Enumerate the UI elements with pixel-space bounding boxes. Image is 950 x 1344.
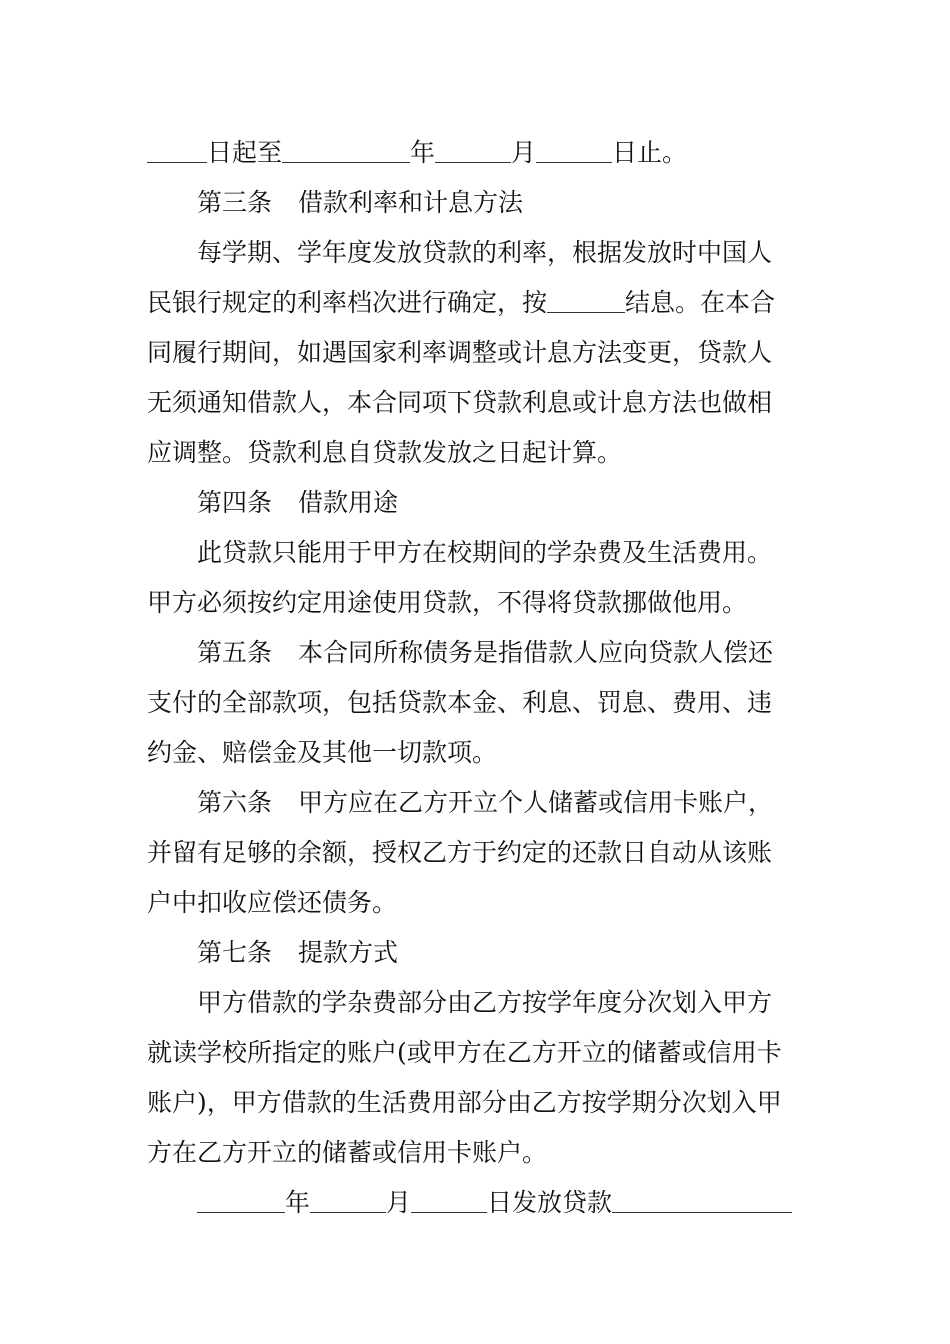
line-text: 民银行规定的利率档次进行确定，按 — [147, 288, 548, 317]
line-text: 方在乙方开立的储蓄或信用卡账户。 — [147, 1138, 548, 1167]
line-text: 年 — [285, 1188, 311, 1217]
line-text: 日起至 — [207, 138, 283, 167]
text-line — [147, 1028, 812, 1078]
text-line — [147, 1078, 812, 1128]
text-line — [147, 378, 812, 428]
fill-in-blank — [547, 284, 625, 313]
fill-in-blank — [147, 134, 207, 163]
line-text: 约金、赔偿金及其他一切款项。 — [147, 738, 498, 767]
fill-in-blank — [612, 1184, 792, 1213]
text-line — [147, 1178, 812, 1228]
text-line — [147, 128, 812, 178]
line-text: 并留有足够的余额，授权乙方于约定的还款日自动从该账 — [147, 838, 773, 867]
line-text: 甲方必须按约定用途使用贷款，不得将贷款挪做他用。 — [147, 588, 748, 617]
line-text: 借款用途 — [298, 488, 399, 517]
fill-in-blank — [536, 134, 612, 163]
line-text: 第三条 — [197, 188, 273, 217]
fill-in-blank — [197, 1184, 285, 1213]
text-line — [147, 428, 812, 478]
text-line — [147, 278, 812, 328]
line-text: 年 — [410, 138, 436, 167]
text-line — [147, 978, 812, 1028]
text-line — [147, 828, 812, 878]
line-text: 第四条 — [197, 488, 273, 517]
fill-in-blank — [411, 1184, 487, 1213]
text-line — [147, 328, 812, 378]
text-line — [147, 728, 812, 778]
text-line — [147, 928, 812, 978]
line-text: 户中扣收应偿还债务。 — [147, 888, 398, 917]
line-text: 无须通知借款人，本合同项下贷款利息或计息方法也做相 — [147, 388, 773, 417]
fill-in-blank — [310, 1184, 386, 1213]
line-text: 第六条 — [197, 788, 273, 817]
fill-in-blank — [282, 134, 410, 163]
text-line — [147, 778, 812, 828]
line-text: 借款利率和计息方法 — [298, 188, 524, 217]
line-text: 支付的全部款项，包括贷款本金、利息、罚息、费用、违 — [147, 688, 773, 717]
line-text: 日发放贷款 — [487, 1188, 613, 1217]
text-line — [147, 1128, 812, 1178]
text-line — [147, 878, 812, 928]
text-line — [147, 628, 812, 678]
line-text: 应调整。贷款利息自贷款发放之日起计算。 — [147, 438, 623, 467]
line-text: 第五条 — [197, 638, 273, 667]
text-line — [147, 528, 812, 578]
text-line — [147, 178, 812, 228]
line-text: 月 — [386, 1188, 412, 1217]
line-text: 第七条 — [197, 938, 273, 967]
line-text: 甲方借款的学杂费部分由乙方按学年度分次划入甲方 — [197, 988, 773, 1017]
text-line — [147, 228, 812, 278]
line-text: 账户)，甲方借款的生活费用部分由乙方按学期分次划入甲 — [147, 1088, 782, 1117]
line-text: 此贷款只能用于甲方在校期间的学杂费及生活费用。 — [197, 538, 773, 567]
line-text: 同履行期间，如遇国家利率调整或计息方法变更，贷款人 — [147, 338, 773, 367]
line-text: 提款方式 — [298, 938, 399, 967]
text-line — [147, 578, 812, 628]
line-text: 本合同所称债务是指借款人应向贷款人偿还 — [298, 638, 774, 667]
line-text: 每学期、学年度发放贷款的利率，根据发放时中国人 — [197, 238, 773, 267]
line-text: 甲方应在乙方开立个人储蓄或信用卡账户， — [298, 788, 774, 817]
line-text: 结息。在本合 — [625, 288, 776, 317]
contract-body — [147, 128, 812, 1228]
fill-in-blank — [435, 134, 511, 163]
line-text: 日止。 — [612, 138, 688, 167]
text-line — [147, 478, 812, 528]
text-line — [147, 678, 812, 728]
line-text: 月 — [511, 138, 537, 167]
line-text: 就读学校所指定的账户(或甲方在乙方开立的储蓄或信用卡 — [147, 1038, 782, 1067]
